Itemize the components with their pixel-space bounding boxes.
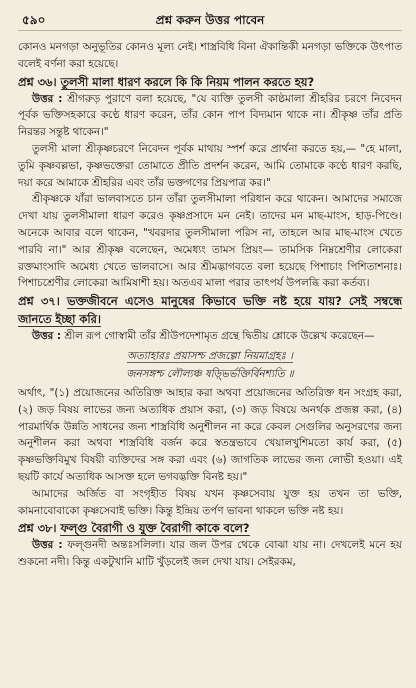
answer-36-paragraph-2: তুলসী মালা শ্রীকৃষ্ণচরণে নিবেদন পূর্বক মাথায় স্পর্শ করে প্রার্থনা করতে হয়,— "হে মালা, তুমি কৃষ্ণবল্লভা, কৃষ্ণভক্তেরা তোমাতে প্রীতি প্রদর্শন করেন, আমি তোমাকে কণ্ঠে ধারণ করছি, দয়া করে আমাকে শ্রীহরির এবং তাঁর ভক্তগণের প্রিয়পাত্র কর।": [18, 142, 402, 189]
question-38-text: ফল্গু বৈরাগী ও যুক্ত বৈরাগী কাকে বলে?: [60, 521, 250, 536]
running-title: প্রশ্ন করুন উত্তর পাবেন: [155, 13, 265, 27]
question-36-text: তুলসী মালা ধারণ করলে কি কি নিয়ম পালন করতে হয়?: [60, 74, 315, 89]
answer-37-paragraph-2: অর্থাৎ, "(১) প্রয়োজনের অতিরিক্ত আহার করা অথবা প্রয়োজনের অতিরিক্ত ধন সংগ্রহ করা, (২) জড় বিষয় লাভের জন্য অত্যধিক প্রয়াস করা, (৩) জড় বিষয়ে অনর্থক প্রজল্প করা, (৪) পারমার্থিক উন্নতি সাধনের জন্য শাস্ত্রবিধি অনুশীলন না করে কেবল সেগুলির অনুসরণের জন্য অনুশীলন করা অথবা শাস্ত্রবিধি বর্জন করে স্বতন্ত্রভাবে খেয়ালখুশিমতো কার্য করা, (৫) কৃষ্ণভক্তিবিমুখ বিষয়ী ব্যক্তিদের সঙ্গ করা এবং (৬) জাগতিক লাভের জন্য লোভী হওয়া। এই ছয়টি কার্যে অত্যধিক আসক্ত হলে ভগবদ্ভক্তি বিনষ্ট হয়।": [18, 386, 402, 483]
question-38-number: প্রশ্ন ৩৮।: [18, 521, 57, 536]
page-header: [18, 10, 402, 31]
answer-label: উত্তর :: [32, 330, 62, 343]
answer-37-paragraph-1: উত্তর : শ্রীল রূপ গোস্বামী তাঁর শ্রীউপদেশামৃত গ্রন্থে দ্বিতীয় শ্লোকে উল্লেখ করেছেন—: [32, 330, 375, 343]
answer-label: উত্তর :: [32, 92, 63, 105]
answer-36-paragraph-3: শ্রীকৃষ্ণকে যাঁরা ভালবাসতে চান তাঁরা তুলসীমালা পরিধান করে থাকেন। আমাদের সমাজে দেখা যায় তুলসীমালা ধারণ করেও কৃষ্ণপ্রসাদে মন নেই। তাদের মন মাছ-মাংস, হাড়-পিণ্ডে। অনেকে আবার বলে থাকেন, "খবরদার তুলসীমালা পরিস না, তাহলে আর মাছ-মাংস খেতে পারবি না।" আর শ্রীকৃষ্ণ বলেছেন, অমেধ্যং তামস প্রিয়ং— তামসিক নিম্নশ্রেণীর লোকেরা রক্তমাংসাদি অমেধ্য খেতে ভালবাসে। আর শ্রীমদ্ভাগবতে বলা হয়েছে পিশাচাং পিশিতাশনাঃ। পিশাচশ্রেণীর লোকেরা আমিষাশী হয়। অতএব মালা পরার তাৎপর্য উপলব্ধি করা কর্তব্য।: [18, 193, 402, 290]
answer-37-paragraph-3: আমাদের অর্জিত বা সংগৃহীত বিষয় যখন কৃষ্ণসেবায় যুক্ত হয় তখন তা ভক্তি, কামনাবোবাকো কৃষ্ণসেবাই ভক্তি। কিন্তু ইন্দ্রিয় তর্পণ ভাবনা থাকলে ভক্তি নষ্ট হয়।: [18, 487, 402, 517]
question-38: [18, 519, 402, 537]
page-number: ৫৯০: [22, 13, 46, 27]
question-36: [18, 73, 402, 91]
answer-label: উত্তর :: [32, 539, 63, 552]
answer-36-paragraph-1: উত্তর : শ্রীগরুড় পুরাণে বলা হয়েছে, "যে ব্যক্তি তুলসী কাষ্ঠমালা শ্রীহরির চরণে নিবেদন পূর্বক ভক্তিসহকারে কণ্ঠে ধারণ করেন, তাঁর কোন পাপ বিদ্যমান থাকে না। শ্রীকৃষ্ণ তাঁর প্রতি নিরন্তর সন্তুষ্ট থাকেন।": [18, 92, 402, 139]
question-37: [18, 292, 402, 328]
page-content: [18, 39, 402, 571]
answer-38-paragraph-1: উত্তর : ফল্গুনদী অন্তঃসলিলা। যার জল উপর থেকে বোঝা যায় না। দেখলেই মনে হয় শুকনো নদী। কিন্তু একটুখানি মাটি খুঁড়লেই জল দেখা যায়। সেইরকম,: [18, 539, 402, 569]
verse-line-2: জনসঙ্গশ্চ লৌল্যঞ্চ ষড়্ভির্ভক্তির্বিনশ্যতি ॥: [126, 367, 294, 380]
question-36-number: প্রশ্ন ৩৬।: [18, 74, 57, 89]
intro-paragraph: কোনও মনগড়া অনুভূতির কোনও মূল্য নেই। শাস্ত্রবিধি বিনা ঐকান্তিকী মনগড়া ভক্তিকে উৎপাত বলেই বর্ণনা করা হয়েছে।: [18, 41, 402, 70]
sanskrit-verse: [18, 347, 402, 383]
verse-line-1: অত্যাহারঃ প্রয়াসশ্চ প্রজল্পো নিয়মাগ্রহঃ ।: [127, 349, 293, 362]
question-37-text: ভক্তজীবনে এসেও মানুষের কিভাবে ভক্তি নষ্ট হয়ে যায়? সেই সম্বন্ধে জানতে ইচ্ছা করি।: [18, 294, 402, 327]
question-37-number: প্রশ্ন ৩৭।: [18, 294, 60, 309]
